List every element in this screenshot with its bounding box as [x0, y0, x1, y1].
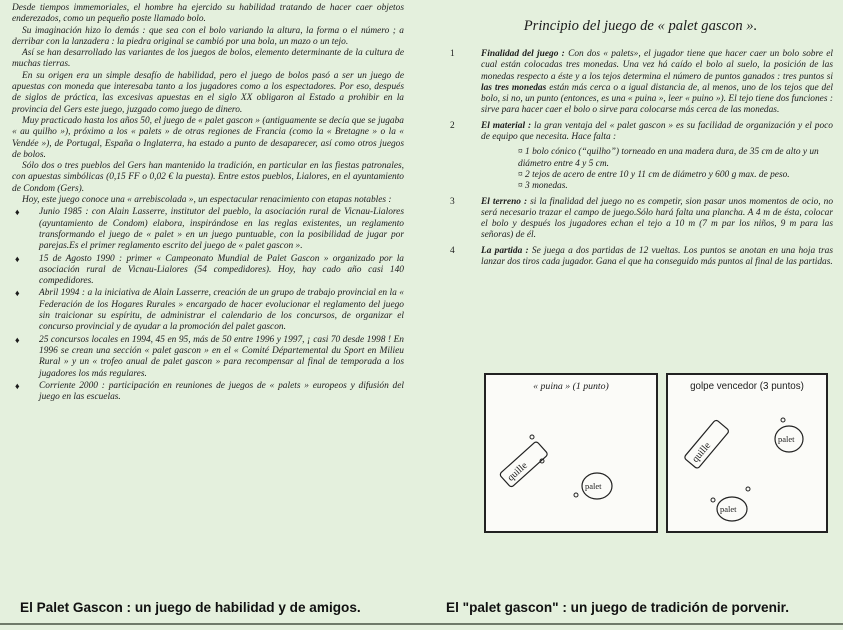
- section-text: la gran ventaja del « palet gascon » es su facilidad de organización y el poco de equipo que necesita. Hace falta :: [481, 120, 833, 143]
- diamond-bullet-icon: ♦: [15, 380, 20, 391]
- milestone-text: 25 concursos locales en 1994, 45 en 95, más de 50 entre 1996 y 1997, ¡ casi 70 desde 1998 ! En 1996 se crean una sección « palet gascon » en el « Comité Départemental du Sport en Milieu Rural » y un « trofeo anual de palet gascon » para recompensar al final de temporada a los jugadores los más regulares.: [39, 334, 404, 379]
- milestone-text: Abril 1994 : a la iniciativa de Alain Lasserre, creación de un grupo de trabajo provincial en la « Federación de los Hogares Rurales » encargado de hacer evolucionar el reglamento del juego sin traicionar su espíritu, de administrar el calendario de los concursos, de organizar el concurso provincial y de ayudar a la promoción del palet gascon.: [39, 288, 404, 333]
- history-paragraph: Muy practicado hasta los años 50, el juego de « palet gascon » (antiguamente se decía que se jugaba « au quilho »), próximo a los « palets » de otras regiones de Francia (como la « Bretagne » o la « Vendée »), de Portugal, España o Inglaterra, ha estado a punto de desaparecer, así como otros juegos de bolos.: [12, 115, 404, 160]
- diamond-bullet-icon: ♦: [15, 334, 20, 345]
- milestone-text: Corriente 2000 : participación en reuniones de juegos de « palets » europeos y difusión del juego en las escuelas.: [39, 380, 404, 403]
- rules-title: Principio del juego de « palet gascon ».: [523, 18, 758, 34]
- section-text: Se juega a dos partidas de 12 vueltas. Los puntos se anotan en una hoja tras lanzar dos tiros cada jugador. Gana el que ha conseguido más puntos al final de las partidas.: [481, 245, 833, 268]
- rule-section-1: [448, 49, 833, 117]
- coin-icon: [781, 418, 785, 422]
- rules-column: [448, 12, 833, 272]
- section-text: Con dos « palets», el jugador tiene que hacer caer un bolo sobre el cual están colocadas tres monedas. Una vez há caído el bolo al suelo, la posición de las monedas respecto a éste y a los tejos determina el número de puntos ganados : tres puntos si: [481, 49, 833, 82]
- milestone-item: [12, 254, 404, 288]
- rule-section-3: [448, 197, 833, 242]
- coin-icon: [711, 498, 715, 502]
- history-paragraph: Desde tiempos immemoriales, el hombre ha ejercido su habilidad tratando de hacer caer objetos enderezados, como un pequeño poste llamado bolo.: [12, 3, 404, 25]
- section-heading: Finalidad del juego :: [481, 49, 565, 59]
- milestone-text: 15 de Agosto 1990 : primer « Campeonato Mundial de Palet Gascon » organizado por la asociación rural de Vicnau-Lialores (54 compedidores). Hoy, hay cado año casi 140 compedidores.: [39, 253, 404, 287]
- quille-label: quille: [690, 440, 714, 465]
- material-item: ¤ 2 tejos de acero de entre 10 y 11 cm de diámetro y 600 g max. de peso.: [518, 169, 790, 180]
- coin-icon: [746, 487, 750, 491]
- history-paragraph: Sólo dos o tres pueblos del Gers han mantenido la tradición, en particular en las fiestas patronales, con apuestas simbólicas (0,15 FF o 0,02 € la puesta). Entre estos pueblos, Lialores, en el ayuntamiento de Condom (Gers).: [12, 161, 404, 194]
- milestone-item: [12, 335, 404, 380]
- history-paragraph: Así se han desarrollado las variantes de los juegos de bolos, elemento determinante de la cultura de muchas tierras.: [12, 48, 404, 70]
- puina-sketch: [486, 375, 656, 531]
- section-number: 3: [450, 196, 455, 207]
- coin-icon: [574, 493, 578, 497]
- history-paragraph: En su origen era un simple desafío de habilidad, pero el juego de bolos pasó a ser un juego de apuestas con moneda que interesaba tanto a los jugadores como a los espectadores. Por eso, después de siglos de práctica, las excesivas apuestas en el siglo XX obligaron al Estado a prohibir en la provincia del Gers este juego, juzgado como juego de dinero.: [12, 70, 404, 115]
- milestone-item: [12, 381, 404, 404]
- coin-icon: [530, 435, 534, 439]
- quille-icon: [684, 419, 730, 469]
- section-heading: El material :: [481, 120, 532, 131]
- section-number: 4: [450, 245, 455, 256]
- section-number: 1: [450, 49, 455, 59]
- bottom-divider: [0, 623, 843, 625]
- section-number: 2: [450, 120, 455, 131]
- palet-label: palet: [778, 434, 795, 444]
- diagram-winning-throw: [666, 373, 828, 533]
- palet-label: palet: [585, 481, 602, 491]
- material-item: ¤ 3 monedas.: [518, 181, 568, 192]
- winning-sketch: [668, 375, 826, 531]
- diamond-bullet-icon: ♦: [15, 253, 20, 264]
- history-column: [12, 3, 404, 404]
- section-heading: La partida :: [481, 245, 529, 256]
- history-paragraph: Hoy, este juego conoce una « arrebiscolada », un espectacular renacimiento con etapas notables :: [22, 195, 392, 206]
- left-footer-slogan: El Palet Gascon : un juego de habilidad y de amigos.: [20, 600, 361, 615]
- history-paragraph: Su imaginación hizo lo demás : que sea con el bolo variando la altura, la forma o el número ; a derribar con la lanzadera : la piedra original se cambió por una bola, un mazo o un tejo.: [12, 25, 404, 47]
- diagram-caption: « puina » (1 punto): [533, 381, 609, 392]
- diagram-puina: [484, 373, 658, 533]
- material-item: ¤ 1 bolo cónico (“quilho”) torneado en una madera dura, de 35 cm de alto y un diámetro entre 4 y 5 cm.: [518, 147, 819, 169]
- section-bold-text: las tres monedas: [481, 82, 547, 93]
- section-text: están más cerca o a igual distancia de, al menos, uno de los tejos que del bolo, si no, un punto (entonces, es una « puina », leer « puino »). El tejo tiene dos funciones : sirve para hacer caer el bolo o sirve para colocarse más cerca de las monedas.: [481, 82, 833, 116]
- diamond-bullet-icon: ♦: [15, 207, 20, 218]
- milestone-text: Junio 1985 : con Alain Lasserre, institutor del pueblo, la asociación rural de Vicnau-Lialores (ayuntamiento de Condom) elabora, inspirándose en las reglas existentes, un reglamento transformando el juego de « palet » en un juego puntuable, con la posibilidad de jugar por parejas.Es el primer reglamento escrito del juego de « palet gascon ».: [39, 207, 404, 252]
- palet-label: palet: [720, 504, 737, 514]
- milestone-item: [12, 207, 404, 252]
- section-heading: El terreno :: [481, 196, 528, 207]
- rule-section-2: [448, 121, 833, 144]
- right-footer-slogan: El "palet gascon" : un juego de tradición de porvenir.: [446, 600, 789, 615]
- rule-section-4: [448, 246, 833, 269]
- section-text: si la finalidad del juego no es competir, sion pasar unos momentos de ocio, no será necesario trazar el campo de juego.Sólo hará falta una plancha. A 4 m de ésta, colocar el bolo y después los jugadores echan el tejo a 10 m (7 m par los niños, 9 m para las señoras) de él.: [481, 196, 834, 241]
- diagram-caption: golpe vencedor (3 puntos): [690, 381, 804, 392]
- diamond-bullet-icon: ♦: [15, 288, 20, 299]
- quille-label: quille: [505, 460, 530, 484]
- milestones-list: [12, 207, 404, 403]
- milestone-item: [12, 288, 404, 333]
- quille-icon: [499, 441, 548, 488]
